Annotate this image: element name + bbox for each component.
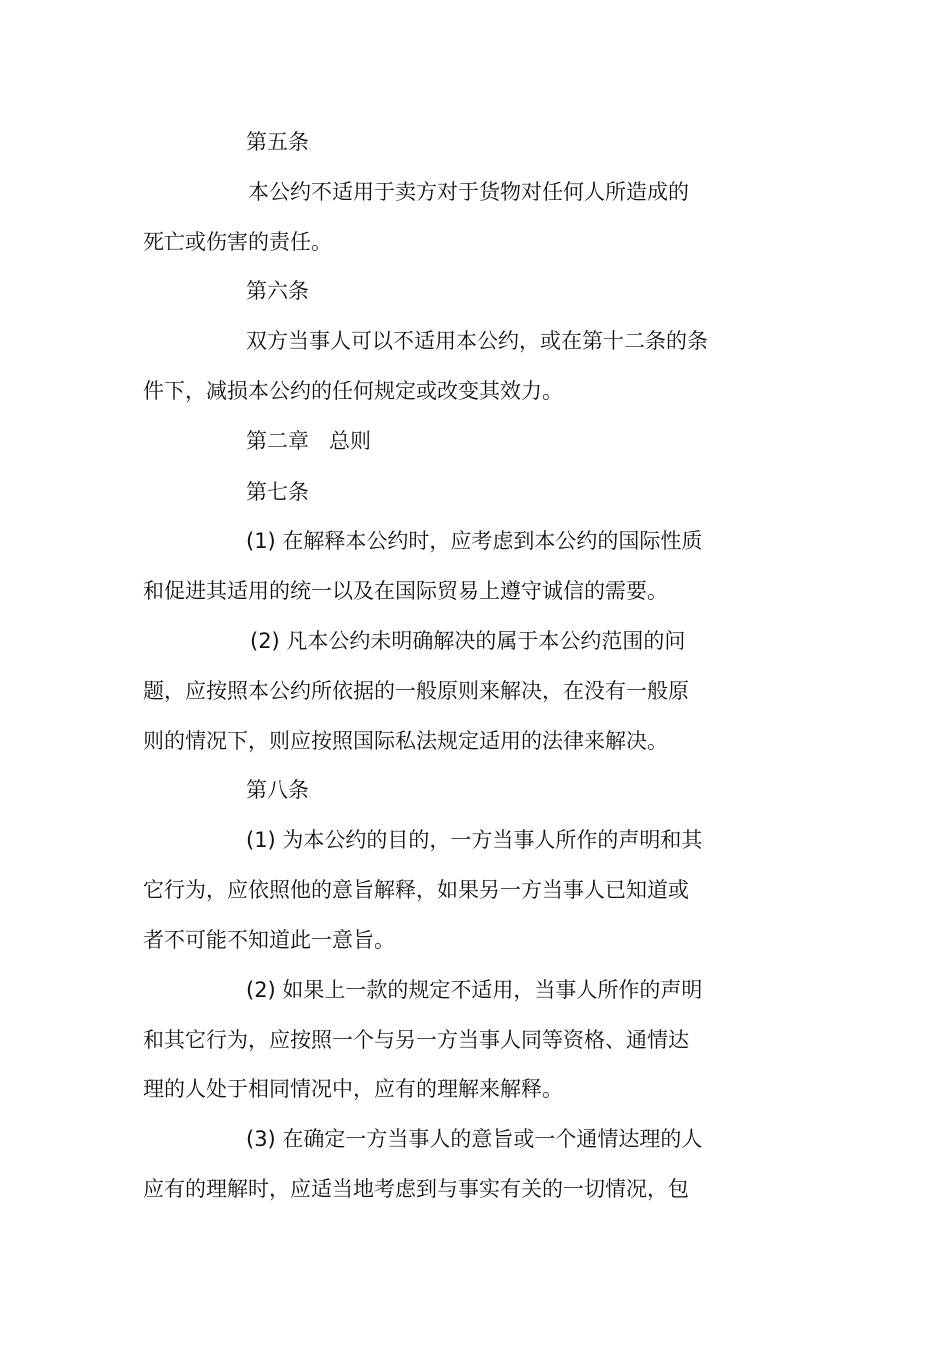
article-8-para-3-line-2: 应有的理解时，应适当地考虑到与事实有关的一切情况，包 [143,1177,689,1201]
article-6-text-line-1: 双方当事人可以不适用本公约，或在第十二条的条 [246,329,708,353]
article-7-para-2-line-3: 则的情况下，则应按照国际私法规定适用的法律来解决。 [143,729,668,753]
article-7-para-1-line-2: 和促进其适用的统一以及在国际贸易上遵守诚信的需要。 [143,579,668,603]
article-8-para-3-line-1: (3) 在确定一方当事人的意旨或一个通情达理的人 [246,1127,703,1151]
article-6-text-line-2: 件下，减损本公约的任何规定或改变其效力。 [143,379,563,403]
article-6-heading: 第六条 [246,279,309,303]
article-5-text-line-2: 死亡或伤害的责任。 [143,230,332,254]
chapter-2-heading [246,426,371,456]
article-8-para-2-line-1: (2) 如果上一款的规定不适用，当事人所作的声明 [246,978,703,1002]
article-8-para-2-line-3: 理的人处于相同情况中，应有的理解来解释。 [143,1077,563,1101]
chapter-number: 第二章 [246,429,309,453]
article-5-heading: 第五条 [246,130,309,154]
article-8-para-2-line-2: 和其它行为，应按照一个与另一方当事人同等资格、通情达 [143,1028,689,1052]
article-8-para-1-line-2: 它行为，应依照他的意旨解释，如果另一方当事人已知道或 [143,878,689,902]
article-7-para-1-line-1: (1) 在解释本公约时，应考虑到本公约的国际性质 [246,529,703,553]
chapter-title: 总则 [329,429,371,453]
article-8-heading: 第八条 [246,778,309,802]
article-8-para-1-line-1: (1) 为本公约的目的，一方当事人所作的声明和其 [246,828,703,852]
article-5-text-line-1: 本公约不适用于卖方对于货物对任何人所造成的 [248,180,689,204]
article-7-para-2-line-2: 题，应按照本公约所依据的一般原则来解决，在没有一般原 [143,679,689,703]
article-7-heading: 第七条 [246,480,309,504]
article-8-para-1-line-3: 者不可能不知道此一意旨。 [143,928,395,952]
article-7-para-2-line-1: (2) 凡本公约未明确解决的属于本公约范围的问 [250,629,686,653]
